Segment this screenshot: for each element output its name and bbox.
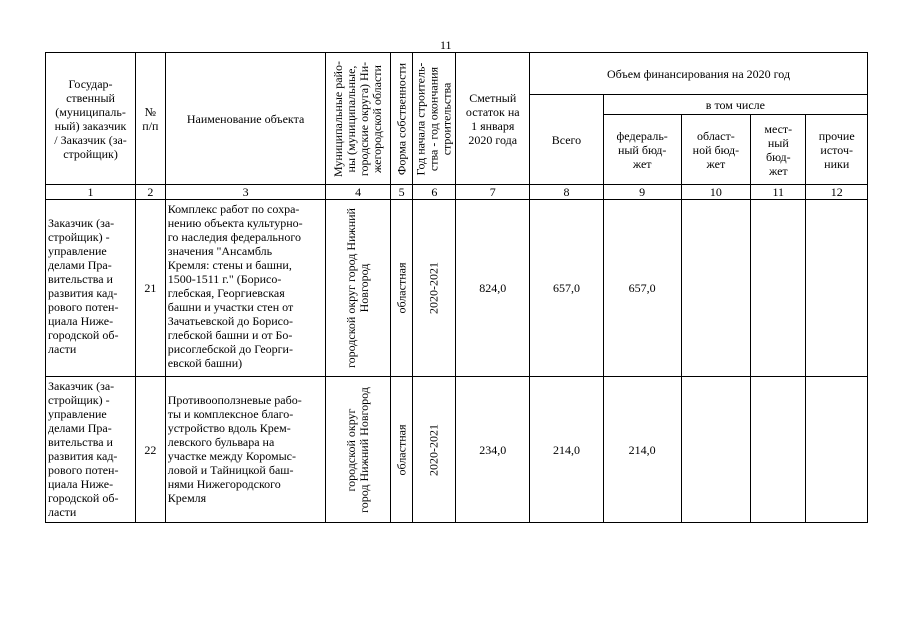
other-cell bbox=[806, 200, 868, 377]
column-number: 4 bbox=[326, 185, 390, 200]
column-number-row bbox=[46, 185, 868, 200]
ownership-cell: областная bbox=[390, 200, 413, 377]
page-number: 11 bbox=[440, 38, 452, 52]
local-cell bbox=[751, 377, 806, 523]
header-regional: област- ной бюд- жет bbox=[681, 115, 751, 185]
header-ownership: Форма собственности bbox=[390, 53, 413, 185]
municipality-cell: городской округ город Нижний Новгород bbox=[326, 200, 390, 377]
column-number: 8 bbox=[530, 185, 604, 200]
federal-cell: 214,0 bbox=[603, 377, 681, 523]
estimated-balance-cell: 234,0 bbox=[456, 377, 530, 523]
column-number: 11 bbox=[751, 185, 806, 200]
column-number: 1 bbox=[46, 185, 136, 200]
regional-cell bbox=[681, 200, 751, 377]
column-number: 3 bbox=[165, 185, 326, 200]
municipality-cell: городской округ город Нижний Новгород bbox=[326, 377, 390, 523]
header-federal: федераль- ный бюд- жет bbox=[603, 115, 681, 185]
header-municipality: Муниципальные райо- ны (муниципальные, городские округа) Ни- жегородской области bbox=[326, 53, 390, 185]
object-name-cell: Комплекс работ по сохра- нению объекта культурно- го наследия федерального значения "Ансамбль Кремля: стены и башни, 1500-1511 г." (Борисо- глебская, Георгиевская башни и участки стен от Зачатьевской до Борисо- глебской башни и от Бо- рисоглебской до Георги- евской башни) bbox=[165, 200, 326, 377]
header-customer: Государ- ственный (муниципаль- ный) заказчик / Заказчик (за- стройщик) bbox=[46, 53, 136, 185]
row-number: 21 bbox=[136, 200, 166, 377]
header-num: № п/п bbox=[136, 53, 166, 185]
regional-cell bbox=[681, 377, 751, 523]
column-number: 7 bbox=[456, 185, 530, 200]
header-local: мест- ный бюд- жет bbox=[751, 115, 806, 185]
header-funding-volume: Объем финансирования на 2020 год bbox=[530, 53, 868, 95]
years-cell: 2020-2021 bbox=[413, 377, 456, 523]
column-number: 10 bbox=[681, 185, 751, 200]
column-number: 5 bbox=[390, 185, 413, 200]
header-estimated-balance: Сметный остаток на 1 января 2020 года bbox=[456, 53, 530, 185]
local-cell bbox=[751, 200, 806, 377]
header-including: в том числе bbox=[603, 95, 867, 115]
total-cell: 214,0 bbox=[530, 377, 604, 523]
customer-cell: Заказчик (за- стройщик) - управление делами Пра- вительства и развития кад- рового потен- циала Ниже- городской об- ласти bbox=[46, 200, 136, 377]
header-years: Год начала строитель- ства - год окончания строительства bbox=[413, 53, 456, 185]
other-cell bbox=[806, 377, 868, 523]
estimated-balance-cell: 824,0 bbox=[456, 200, 530, 377]
column-number: 12 bbox=[806, 185, 868, 200]
header-object-name: Наименование объекта bbox=[165, 53, 326, 185]
header-other: прочие источ- ники bbox=[806, 115, 868, 185]
ownership-cell: областная bbox=[390, 377, 413, 523]
column-number: 9 bbox=[603, 185, 681, 200]
column-number: 6 bbox=[413, 185, 456, 200]
column-number: 2 bbox=[136, 185, 166, 200]
object-name-cell: Противооползневые рабо- ты и комплексное благо- устройство вдоль Крем- левского бульвара на участке между Коромыс- ловой и Тайницкой баш- нями Нижегородского Кремля bbox=[165, 377, 326, 523]
federal-cell: 657,0 bbox=[603, 200, 681, 377]
funding-table bbox=[45, 52, 868, 523]
total-cell: 657,0 bbox=[530, 200, 604, 377]
row-number: 22 bbox=[136, 377, 166, 523]
customer-cell: Заказчик (за- стройщик) - управление делами Пра- вительства и развития кад- рового потен- циала Ниже- городской об- ласти bbox=[46, 377, 136, 523]
years-cell: 2020-2021 bbox=[413, 200, 456, 377]
table-row bbox=[46, 200, 868, 377]
table-row bbox=[46, 377, 868, 523]
header-total: Всего bbox=[530, 95, 604, 185]
header-row-1 bbox=[46, 53, 868, 95]
